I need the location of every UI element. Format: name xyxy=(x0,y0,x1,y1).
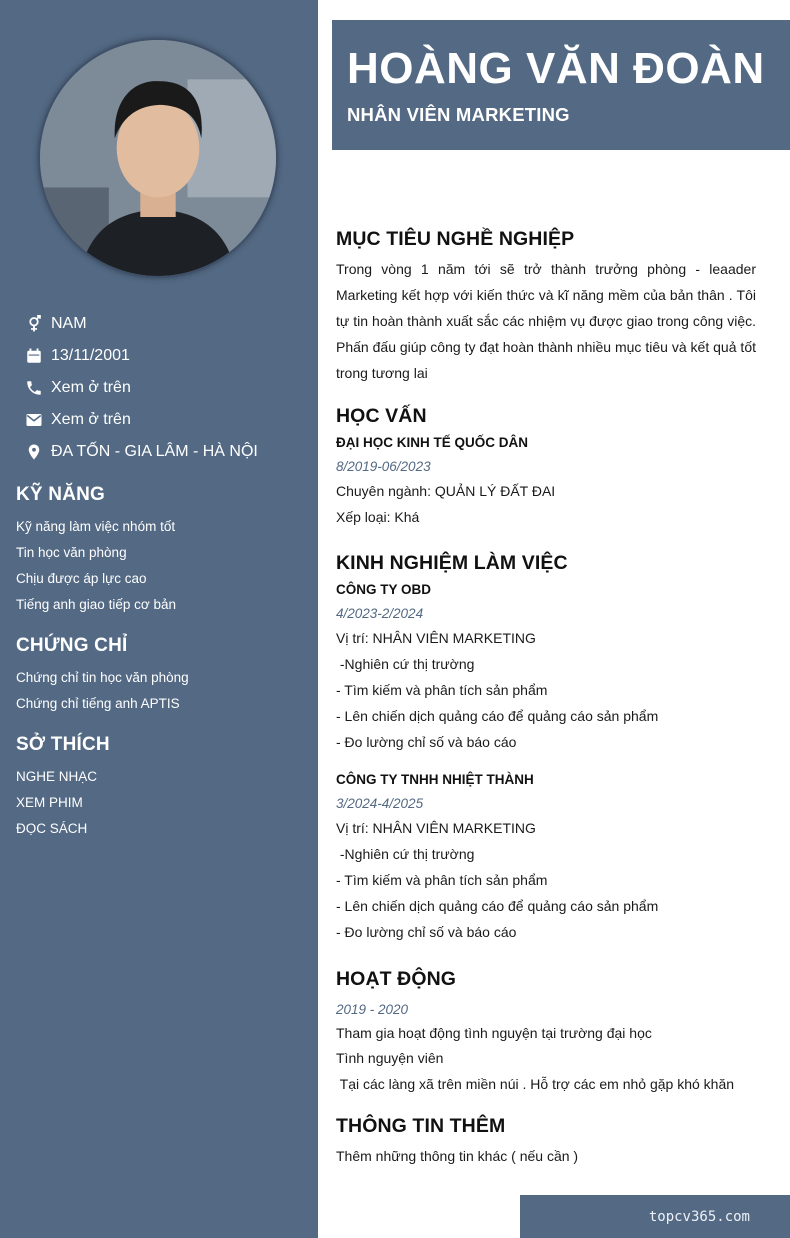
additional-info-title: THÔNG TIN THÊM xyxy=(336,1115,506,1137)
school-name: ĐẠI HỌC KINH TẾ QUỐC DÂN xyxy=(336,435,528,450)
objective-title: MỤC TIÊU NGHỀ NGHIỆP xyxy=(336,228,575,250)
phone-icon xyxy=(24,378,44,398)
name-header xyxy=(332,20,790,150)
birthday-value: 13/11/2001 xyxy=(51,347,130,364)
job-line: - Lên chiến dịch quảng cáo để quảng cáo sản phẩm xyxy=(336,898,659,914)
contact-email xyxy=(24,404,314,436)
footer-bar xyxy=(520,1195,790,1238)
activities-section xyxy=(336,968,756,1098)
job-title: NHÂN VIÊN MARKETING xyxy=(347,104,570,125)
hobbies-section xyxy=(16,734,312,842)
company-name: CÔNG TY OBD xyxy=(336,582,432,597)
profile-photo-image xyxy=(40,40,276,276)
job-line: Vị trí: NHÂN VIÊN MARKETING xyxy=(336,630,536,646)
contact-phone xyxy=(24,372,314,404)
profile-photo xyxy=(38,38,278,278)
job-line: - Đo lường chỉ số và báo cáo xyxy=(336,734,517,750)
experience-title: KINH NGHIỆM LÀM VIỆC xyxy=(336,552,568,574)
activity-line: Tham gia hoạt động tình nguyện tại trường đại học xyxy=(336,1025,652,1041)
activities-title: HOẠT ĐỘNG xyxy=(336,968,457,990)
skill-item: Tiếng anh giao tiếp cơ bản xyxy=(16,597,176,612)
job-period: 4/2023-2/2024 xyxy=(336,606,424,621)
phone-value: Xem ở trên xyxy=(51,379,131,396)
contact-birthday xyxy=(24,340,314,372)
skills-section xyxy=(16,484,312,618)
objective-section xyxy=(336,228,756,386)
hobby-item: NGHE NHẠC xyxy=(16,769,98,784)
education-title: HỌC VẤN xyxy=(336,405,427,427)
activity-line: Tại các làng xã trên miền núi . Hỗ trợ các em nhỏ gặp khó khăn xyxy=(336,1076,735,1092)
education-section xyxy=(336,405,756,530)
job-line: - Tìm kiếm và phân tích sản phẩm xyxy=(336,872,548,888)
education-period: 8/2019-06/2023 xyxy=(336,459,431,474)
calendar-icon xyxy=(24,346,44,366)
email-value: Xem ở trên xyxy=(51,411,131,428)
job-line: - Lên chiến dịch quảng cáo để quảng cáo sản phẩm xyxy=(336,708,659,724)
job-entry xyxy=(336,768,756,945)
watermark-text: topcv365.com xyxy=(648,1209,750,1225)
address-value: ĐA TỐN - GIA LÂM - HÀ NỘI xyxy=(51,443,258,460)
skill-item: Tin học văn phòng xyxy=(16,545,127,560)
sidebar xyxy=(0,0,318,1238)
contact-address xyxy=(24,436,314,468)
skills-title: KỸ NĂNG xyxy=(16,484,106,505)
education-grade: Xếp loại: Khá xyxy=(336,509,420,525)
education-major: Chuyên ngành: QUẢN LÝ ĐẤT ĐAI xyxy=(336,483,556,499)
hobby-item: ĐỌC SÁCH xyxy=(16,821,88,836)
location-icon xyxy=(24,442,44,462)
company-name: CÔNG TY TNHH NHIỆT THÀNH xyxy=(336,772,534,787)
experience-section xyxy=(336,552,756,945)
activities-period: 2019 - 2020 xyxy=(336,1002,409,1017)
job-line: -Nghiên cứ thị trường xyxy=(336,846,475,862)
hobbies-title: SỞ THÍCH xyxy=(16,734,110,755)
certificates-section xyxy=(16,635,312,717)
job-line: - Đo lường chỉ số và báo cáo xyxy=(336,924,517,940)
activity-line: Tình nguyện viên xyxy=(336,1050,444,1066)
objective-text: Trong vòng 1 năm tới sẽ trở thành trưởng phòng - leaader Marketing kết hợp với kiến thức và kĩ năng mềm của bản thân . Tôi tự tin hoàn thành xuất sắc các nhiệm vụ được giao trong công việc. Phấn đấu giúp công ty đạt hoàn thành nhiều mục tiêu và kết quả tốt trong tương lai xyxy=(336,261,756,381)
job-period: 3/2024-4/2025 xyxy=(336,796,424,811)
job-entry xyxy=(336,578,756,755)
certificate-item: Chứng chỉ tiếng anh APTIS xyxy=(16,696,180,711)
certificates-title: CHỨNG CHỈ xyxy=(16,635,128,656)
email-icon xyxy=(24,410,44,430)
gender-value: NAM xyxy=(51,315,87,332)
job-line: -Nghiên cứ thị trường xyxy=(336,656,475,672)
additional-info-section xyxy=(336,1115,756,1169)
gender-icon xyxy=(24,314,44,334)
job-line: Vị trí: NHÂN VIÊN MARKETING xyxy=(336,820,536,836)
contact-list xyxy=(24,308,314,468)
contact-gender xyxy=(24,308,314,340)
hobby-item: XEM PHIM xyxy=(16,795,83,810)
certificate-item: Chứng chỉ tin học văn phòng xyxy=(16,670,189,685)
additional-info-text: Thêm những thông tin khác ( nếu cần ) xyxy=(336,1148,579,1164)
job-line: - Tìm kiếm và phân tích sản phẩm xyxy=(336,682,548,698)
skill-item: Kỹ năng làm việc nhóm tốt xyxy=(16,519,176,534)
skill-item: Chịu được áp lực cao xyxy=(16,571,147,586)
full-name: HOÀNG VĂN ĐOÀN xyxy=(347,44,765,93)
